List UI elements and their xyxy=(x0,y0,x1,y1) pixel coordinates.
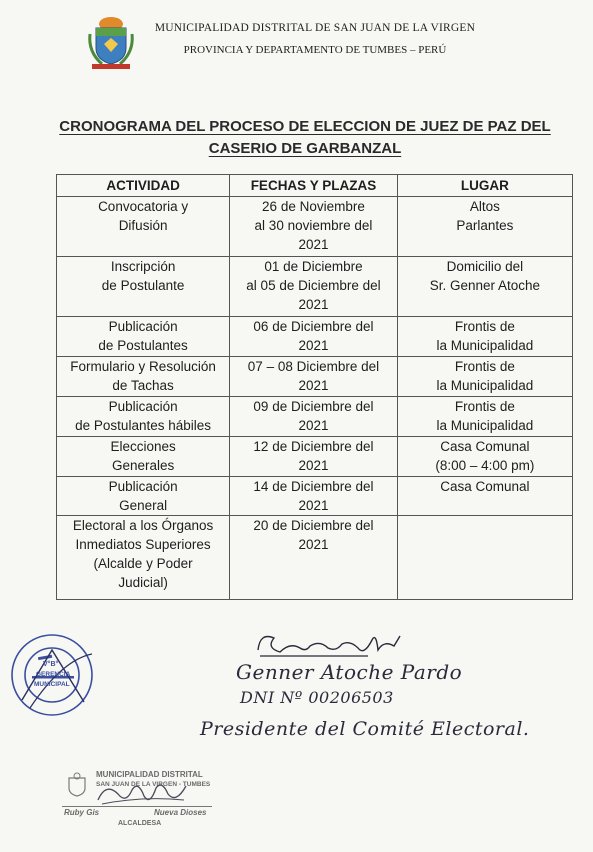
cell-actividad xyxy=(57,257,230,317)
cell-lugar xyxy=(397,477,572,516)
cell-actividad-line: (Alcalde y Poder xyxy=(93,556,193,571)
cell-fechas-line: 2021 xyxy=(298,418,329,433)
cell-fechas xyxy=(230,357,398,397)
schedule-table xyxy=(56,174,573,600)
municipal-crest-icon xyxy=(86,14,136,72)
svg-text:MUNICIPAL: MUNICIPAL xyxy=(34,681,70,688)
table-row xyxy=(57,197,573,257)
cell-actividad-line: Publicación xyxy=(108,399,178,414)
mayor-name-left: Ruby Gis xyxy=(64,808,100,817)
bottom-stamp-line1: MUNICIPALIDAD DISTRITAL xyxy=(96,770,203,779)
cell-fechas xyxy=(230,257,398,317)
cell-lugar-line: Sr. Genner Atoche xyxy=(429,278,541,293)
cell-actividad xyxy=(57,357,230,397)
cell-lugar xyxy=(397,397,572,437)
cell-fechas-line: 2021 xyxy=(298,458,329,473)
cell-fechas-line: 26 de Noviembre xyxy=(262,199,365,214)
cell-actividad-line: Elecciones xyxy=(110,439,176,454)
cell-actividad-line: de Postulante xyxy=(101,278,185,293)
cell-fechas-line: 2021 xyxy=(298,338,329,353)
cell-lugar-line: Casa Comunal xyxy=(440,439,530,454)
cell-lugar-line: Parlantes xyxy=(456,218,514,233)
cell-fechas xyxy=(230,317,398,357)
cell-fechas-line: al 30 noviembre del xyxy=(254,218,373,233)
cell-actividad xyxy=(57,516,230,600)
cell-actividad-line: Publicación xyxy=(108,319,178,334)
cell-lugar-line: Altos xyxy=(469,199,500,214)
cell-fechas xyxy=(230,437,398,477)
table-row xyxy=(57,257,573,317)
cell-fechas-line: 12 de Diciembre del xyxy=(253,439,374,454)
title-line-2: CASERIO DE GARBANZAL xyxy=(208,140,402,157)
cell-fechas-line: 07 – 08 Diciembre del xyxy=(247,359,380,374)
signature-scribble xyxy=(250,626,410,662)
cell-actividad-line: Generales xyxy=(111,458,175,473)
cell-lugar xyxy=(397,317,572,357)
cell-lugar xyxy=(397,437,572,477)
header-province: PROVINCIA Y DEPARTAMENTO DE TUMBES – PERÚ xyxy=(183,44,447,56)
cell-fechas-line: 01 de Diciembre xyxy=(264,259,363,274)
bottom-stamp-line2: SAN JUAN DE LA VIRGEN - TUMBES xyxy=(96,781,211,788)
signer-name: Genner Atoche Pardo xyxy=(236,660,463,684)
cell-fechas xyxy=(230,516,398,600)
cell-fechas-line: 09 de Diciembre del xyxy=(253,399,374,414)
cell-actividad-line: de Postulantes hábiles xyxy=(75,418,211,433)
cell-fechas xyxy=(230,397,398,437)
cell-lugar-line: Frontis de xyxy=(454,319,515,334)
table-row xyxy=(57,477,573,516)
cell-lugar-line: Casa Comunal xyxy=(440,479,530,494)
title-line-1: CRONOGRAMA DEL PROCESO DE ELECCION DE JUEZ DE PAZ DEL xyxy=(59,118,551,135)
cell-fechas-line: 06 de Diciembre del xyxy=(253,319,374,334)
cell-lugar-line: la Municipalidad xyxy=(436,338,534,353)
bottom-signature-line xyxy=(62,806,212,807)
cell-lugar xyxy=(397,257,572,317)
table-row xyxy=(57,317,573,357)
cell-fechas xyxy=(230,477,398,516)
cell-lugar-line: Domicilio del xyxy=(446,259,524,274)
cell-lugar-line: la Municipalidad xyxy=(436,418,534,433)
cell-lugar-line: la Municipalidad xyxy=(436,378,534,393)
cell-fechas-line: 2021 xyxy=(298,498,329,513)
cell-fechas-line: 2021 xyxy=(298,378,329,393)
cell-actividad xyxy=(57,477,230,516)
signer-role: Presidente del Comité Electoral. xyxy=(200,718,530,740)
cell-actividad-line: Difusión xyxy=(118,218,168,233)
table-header-row xyxy=(57,175,573,197)
cell-actividad-line: Publicación xyxy=(108,479,178,494)
cell-fechas-line: 2021 xyxy=(298,537,329,552)
gerencia-seal-stamp xyxy=(2,630,102,720)
cell-actividad-line: Convocatoria y xyxy=(98,199,189,214)
mayor-name-right: Nueva Dioses xyxy=(154,808,207,817)
svg-text:GERENCIA: GERENCIA xyxy=(36,671,71,678)
col-header-fechas: FECHAS Y PLAZAS xyxy=(230,175,398,197)
cell-fechas xyxy=(230,197,398,257)
cell-actividad xyxy=(57,197,230,257)
cell-actividad xyxy=(57,397,230,437)
cell-actividad-line: Inscripción xyxy=(110,259,176,274)
cell-actividad-line: de Tachas xyxy=(112,378,174,393)
cell-fechas-line: 2021 xyxy=(298,297,329,312)
cell-lugar-line: Frontis de xyxy=(454,399,515,414)
document-title xyxy=(40,116,570,160)
col-header-actividad: ACTIVIDAD xyxy=(57,175,230,197)
mayor-role: ALCALDESA xyxy=(118,820,162,827)
cell-actividad-line: de Postulantes xyxy=(98,338,188,353)
table-row xyxy=(57,357,573,397)
bottom-crest-icon xyxy=(66,772,88,798)
header-municipality: MUNICIPALIDAD DISTRITAL DE SAN JUAN DE LA VIRGEN xyxy=(154,22,476,34)
schedule-table-body xyxy=(57,197,573,600)
cell-fechas-line: al 05 de Diciembre del xyxy=(246,278,381,293)
cell-actividad-line: General xyxy=(119,498,168,513)
cell-lugar-line: Frontis de xyxy=(454,359,515,374)
cell-actividad-line: Judicial) xyxy=(118,575,168,590)
cell-lugar xyxy=(397,197,572,257)
cell-lugar xyxy=(397,516,572,600)
svg-text:V°B°: V°B° xyxy=(43,661,59,668)
col-header-lugar: LUGAR xyxy=(397,175,572,197)
cell-actividad-line: Inmediatos Superiores xyxy=(75,537,211,552)
table-row xyxy=(57,437,573,477)
table-row xyxy=(57,516,573,600)
cell-actividad-line: Formulario y Resolución xyxy=(70,359,216,374)
cell-actividad-line: Electoral a los Órganos xyxy=(72,518,214,533)
cell-actividad xyxy=(57,317,230,357)
cell-lugar-line: (8:00 – 4:00 pm) xyxy=(435,458,535,473)
table-row xyxy=(57,397,573,437)
cell-fechas-line: 2021 xyxy=(298,237,329,252)
cell-fechas-line: 14 de Diciembre del xyxy=(253,479,374,494)
cell-fechas-line: 20 de Diciembre del xyxy=(253,518,374,533)
signer-dni: DNI Nº 00206503 xyxy=(240,688,394,707)
cell-actividad xyxy=(57,437,230,477)
cell-lugar xyxy=(397,357,572,397)
